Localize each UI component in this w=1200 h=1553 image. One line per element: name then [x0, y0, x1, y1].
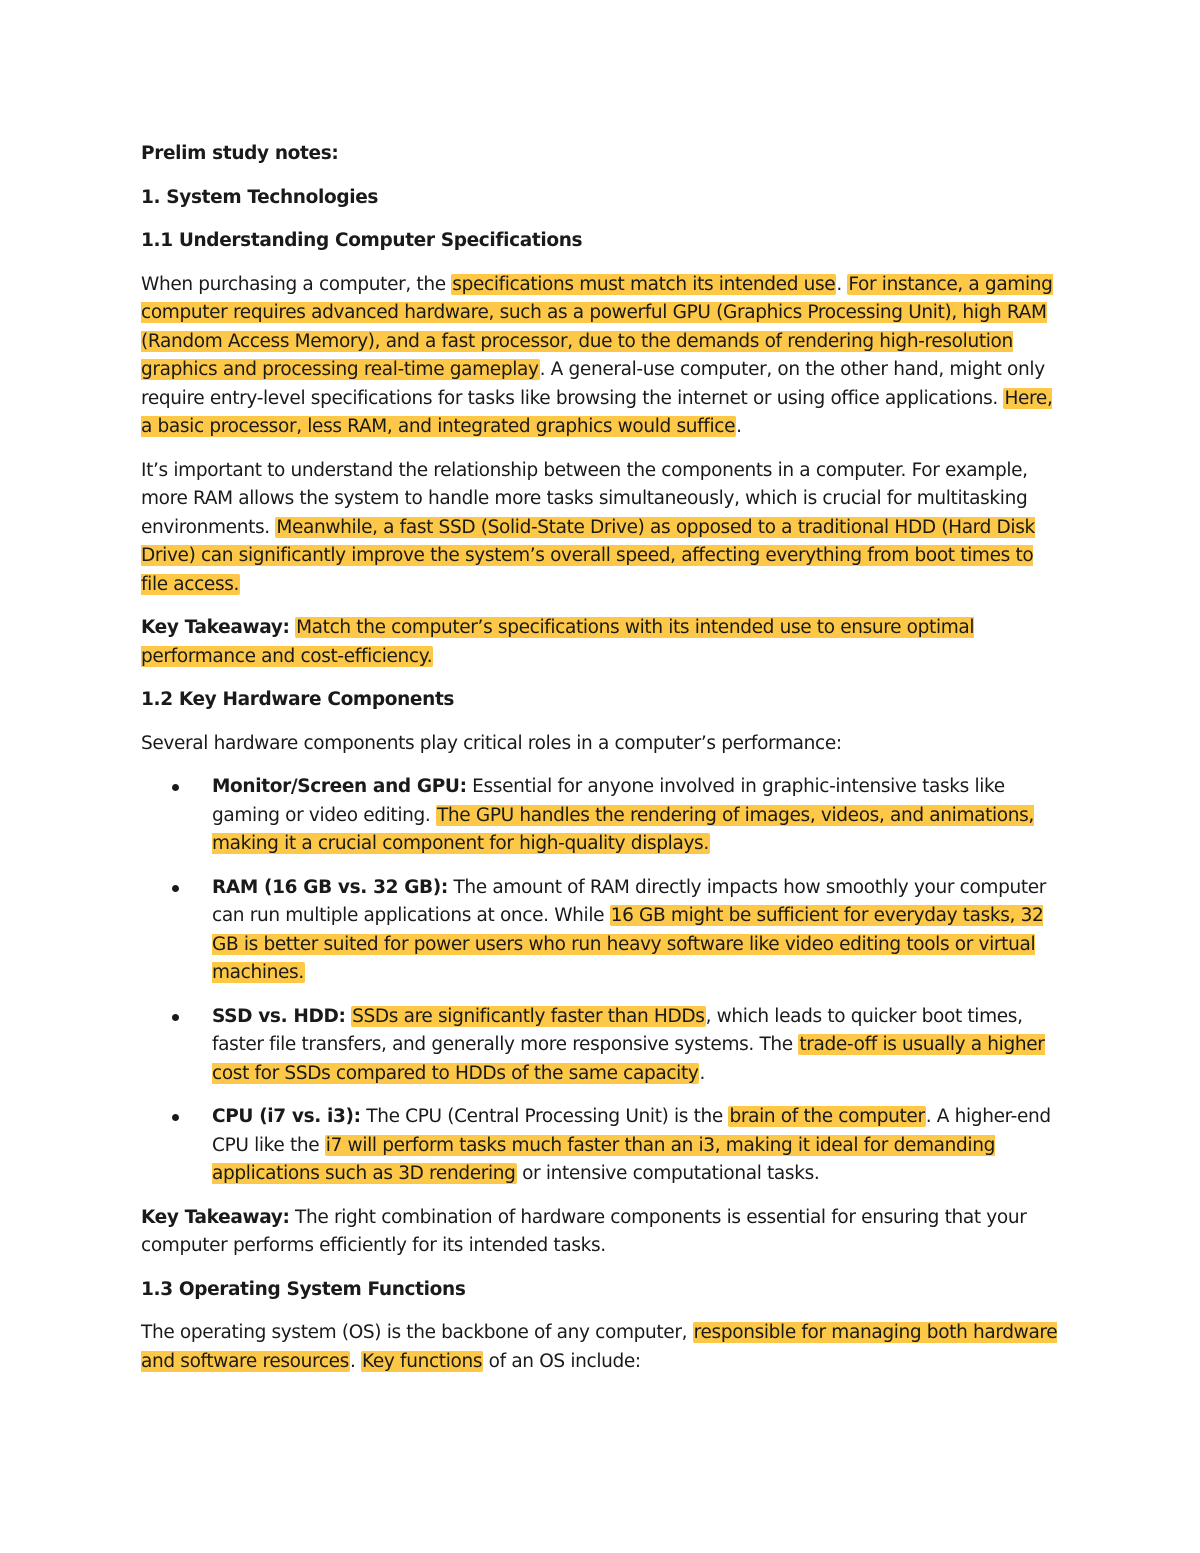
paragraph-specifications [141, 271, 1061, 442]
bullet-text [212, 1006, 1045, 1084]
bullet-dot [172, 885, 179, 892]
highlighted-text: The GPU handles the rendering of images, videos, and animations, making it a crucial component for high-quality displays. [212, 804, 1034, 854]
highlighted-text: brain of the computer [729, 1106, 925, 1127]
text-run: , which leads to quicker boot times, faster file transfers, and generally more responsive systems. The [212, 1005, 1023, 1055]
text-run: The operating system (OS) is the backbone of any computer, [141, 1322, 693, 1343]
bullet-text [212, 877, 1046, 984]
subsection-heading-1-2: 1.2 Key Hardware Components [141, 689, 455, 710]
page-title: Prelim study notes: [141, 143, 339, 164]
text-run: . A general-use computer, on the other hand, might only require entry-level specifications for tasks like browsing the internet or using office applications. [141, 359, 1045, 409]
paragraph-components-relationship [141, 457, 1061, 600]
text-run: When purchasing a computer, the [141, 273, 452, 295]
bullet-dot [172, 784, 179, 791]
bullet-ram [141, 874, 1061, 988]
highlighted-text: Key functions [362, 1350, 483, 1372]
highlighted-text: Here, a basic processor, less RAM, and integrated graphics would suffice [141, 387, 1053, 437]
highlighted-text: For instance, a gaming computer requires advanced hardware, such as a powerful GPU (Graphics Processing Unit), high RAM (Random Access Memory), and a fast processor, due to the demands of rendering high-resolution graphics and processing real-time gameplay [141, 273, 1053, 380]
highlighted-text: specifications must match its intended use [452, 273, 836, 295]
bullet-ssd-hdd [141, 1003, 1061, 1089]
text-run: Essential for anyone involved in graphic-intensive tasks like gaming or video editing. [212, 776, 1005, 826]
highlighted-text: Meanwhile, a fast SSD (Solid-State Drive) as opposed to a traditional HDD (Hard Disk Drive) can significantly improve the system’s overall speed, affecting everything from boot times to file access. [141, 516, 1035, 595]
bold-label: SSD vs. HDD: [212, 1005, 346, 1027]
highlighted-text: trade-off is usually a higher cost for SSDs compared to HDDs of the same capacity [212, 1034, 1045, 1084]
bold-label: Key Takeaway: [141, 1206, 290, 1228]
text-run: . [699, 1062, 705, 1084]
text-run: The CPU (Central Processing Unit) is the [360, 1106, 729, 1127]
highlighted-text: i7 will perform tasks much faster than an i3, making it ideal for demanding applications such as 3D rendering [212, 1134, 995, 1184]
text-run: The right combination of hardware components is essential for ensuring that your computer performs efficiently for its intended tasks. [141, 1206, 1027, 1256]
text-run: . [836, 273, 848, 295]
text-run: . [349, 1350, 362, 1372]
highlighted-text: 16 GB might be sufficient for everyday tasks, 32 GB is better suited for power users who run heavy software like video editing tools or virtual machines. [212, 905, 1044, 983]
key-takeaway-1-1 [141, 614, 1061, 671]
section-heading: 1. System Technologies [141, 186, 379, 208]
highlighted-text: responsible for managing both hardware and software resources [141, 1322, 1058, 1372]
text-run: The amount of RAM directly impacts how smoothly your computer can run multiple applications at once. While [212, 876, 1047, 926]
subsection-heading-1-3: 1.3 Operating System Functions [141, 1278, 466, 1300]
paragraph-hardware-intro: Several hardware components play critical roles in a computer’s performance: [141, 732, 842, 754]
bold-label: RAM (16 GB vs. 32 GB): [212, 876, 448, 898]
text-run: . [736, 416, 742, 437]
document-body [141, 140, 1061, 1391]
bullet-text [212, 776, 1034, 854]
key-takeaway-1-2 [141, 1204, 1061, 1261]
bullet-dot [172, 1014, 179, 1021]
text-run: of an OS include: [483, 1350, 641, 1372]
bullet-monitor-gpu [141, 773, 1061, 859]
text-run: It’s important to understand the relationship between the components in a computer. For example, more RAM allows the system to handle more tasks simultaneously, which is crucial for multitasking environments. [141, 459, 1028, 538]
text-run: or intensive computational tasks. [516, 1163, 820, 1184]
bullet-text [212, 1106, 1051, 1184]
text-run: . A higher-end CPU like the [212, 1106, 1051, 1156]
subsection-heading-1-1: 1.1 Understanding Computer Specifications [141, 230, 583, 251]
bold-label: Monitor/Screen and GPU: [212, 776, 467, 797]
bold-label: Key Takeaway: [141, 617, 290, 638]
hardware-bullet-list [141, 773, 1061, 1189]
bullet-dot [172, 1114, 179, 1121]
highlighted-text: SSDs are significantly faster than HDDs [352, 1005, 705, 1027]
paragraph-operating-system [141, 1319, 1061, 1376]
highlighted-text: Match the computer’s specifications with its intended use to ensure optimal performance and cost-efficiency. [141, 617, 975, 667]
bullet-cpu [141, 1103, 1061, 1189]
bold-label: CPU (i7 vs. i3): [212, 1106, 361, 1127]
